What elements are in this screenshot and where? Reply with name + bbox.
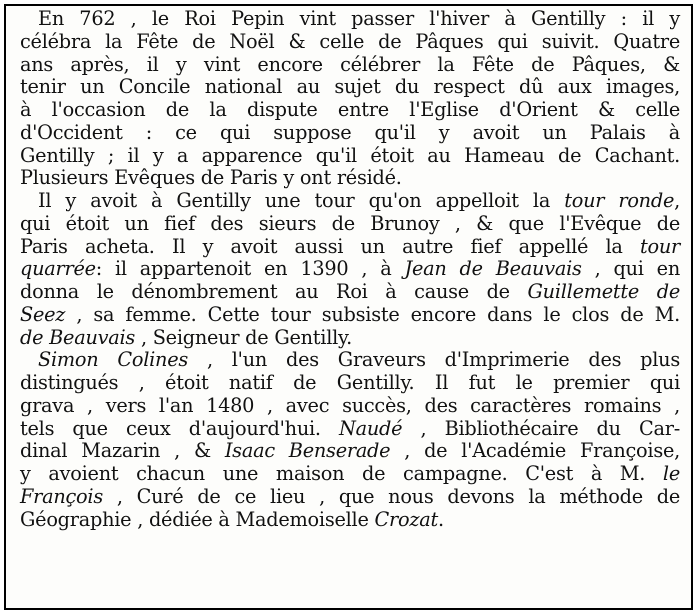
text-line <box>20 145 680 168</box>
italic-text: Jean de Beauvais <box>404 257 582 281</box>
italic-text: Simon Colines <box>38 348 189 372</box>
text-segment: , sa femme. Cette tour subsiste encore dans le clos de M. <box>65 302 680 326</box>
text-segment: qui étoit un fief des sieurs de Brunoy , & que l'Evêque de <box>20 211 680 235</box>
text-line <box>20 281 680 304</box>
text-line <box>20 463 680 486</box>
text-segment: , Seigneur de Gentilly. <box>135 325 353 349</box>
text-segment: . <box>438 507 444 531</box>
italic-text: Crozat <box>374 507 438 531</box>
italic-text: Seez <box>20 302 66 326</box>
text-line <box>20 418 680 441</box>
text-line <box>20 258 680 281</box>
text-line <box>20 349 680 372</box>
italic-text: Naudé <box>339 416 403 440</box>
text-line <box>20 440 680 463</box>
text-segment: , <box>674 189 680 212</box>
text-segment: Paris acheta. Il y avoit aussi un autre fief appellé la <box>20 234 640 258</box>
italic-text: Isaac Benserade <box>224 439 391 463</box>
italic-text: de Beauvais <box>20 325 136 349</box>
text-segment: tenir un Concile national au sujet du respect dû aux images, <box>20 75 680 99</box>
text-segment: : il appartenoit en 1390 , à <box>95 257 405 281</box>
paragraph <box>20 190 680 349</box>
text-line <box>20 31 680 54</box>
italic-text: le <box>662 462 680 485</box>
text-line <box>20 76 680 99</box>
text-segment: Gentilly ; il y a apparence qu'il étoit au Hameau de Cachant. <box>20 143 680 167</box>
text-line <box>20 8 680 31</box>
text-line <box>20 486 680 509</box>
text-segment: ans après, il y vint encore célébrer la Fête de Pâques, & <box>20 52 680 76</box>
text-line <box>20 395 680 418</box>
text-segment: Plusieurs Evêques de Paris y ont résidé. <box>20 166 402 190</box>
text-line <box>20 190 680 213</box>
text-line <box>20 122 680 145</box>
text-line <box>20 54 680 77</box>
text-segment: dinal Mazarin , & <box>20 439 225 463</box>
text-segment: , l'un des Graveurs d'Imprimerie des plus <box>188 348 680 372</box>
text-segment: En 762 , le Roi Pepin vint passer l'hiver à Gentilly : il y <box>38 7 680 30</box>
text-line <box>20 509 680 532</box>
text-segment: , de l'Académie Françoise, <box>390 439 681 463</box>
text-line <box>20 304 680 327</box>
italic-text: tour <box>640 234 680 258</box>
text-segment: à l'occasion de la dispute entre l'Eglise d'Orient & celle <box>20 98 680 121</box>
text-segment: distingués , étoit natif de Gentilly. Il fut le premier qui <box>20 371 680 394</box>
text-segment: d'Occident : ce qui suppose qu'il y avoit un Palais à <box>20 120 680 144</box>
text-segment: y avoient chacun une maison de campagne. C'est à M. <box>20 462 663 485</box>
italic-text: François <box>20 484 103 508</box>
text-line <box>20 99 680 122</box>
italic-text: tour ronde <box>564 189 675 212</box>
paragraph <box>20 349 680 531</box>
text-segment: donna le dénombrement au Roi à cause de <box>20 280 528 303</box>
italic-text: quarrée <box>20 257 96 281</box>
text-segment: , Bibliothécaire du Car- <box>402 416 680 440</box>
italic-text: Guillemette de <box>527 280 680 303</box>
document-text <box>20 8 680 531</box>
page-scan-frame <box>4 4 693 610</box>
text-segment: , qui en <box>581 257 681 281</box>
paragraph <box>20 8 680 190</box>
text-segment: , Curé de ce lieu , que nous devons la méthode de <box>102 484 680 508</box>
text-segment: tels que ceux d'aujourd'hui. <box>20 416 339 440</box>
text-segment: Géographie , dédiée à Mademoiselle <box>20 507 375 531</box>
text-line <box>20 372 680 395</box>
text-line <box>20 167 680 190</box>
text-segment: grava , vers l'an 1480 , avec succès, des caractères romains , <box>20 393 680 417</box>
text-line <box>20 236 680 259</box>
text-segment: célébra la Fête de Noël & celle de Pâques qui suivit. Quatre <box>20 29 680 53</box>
text-line <box>20 213 680 236</box>
text-line <box>20 327 680 350</box>
text-segment: Il y avoit à Gentilly une tour qu'on appelloit la <box>38 189 565 212</box>
